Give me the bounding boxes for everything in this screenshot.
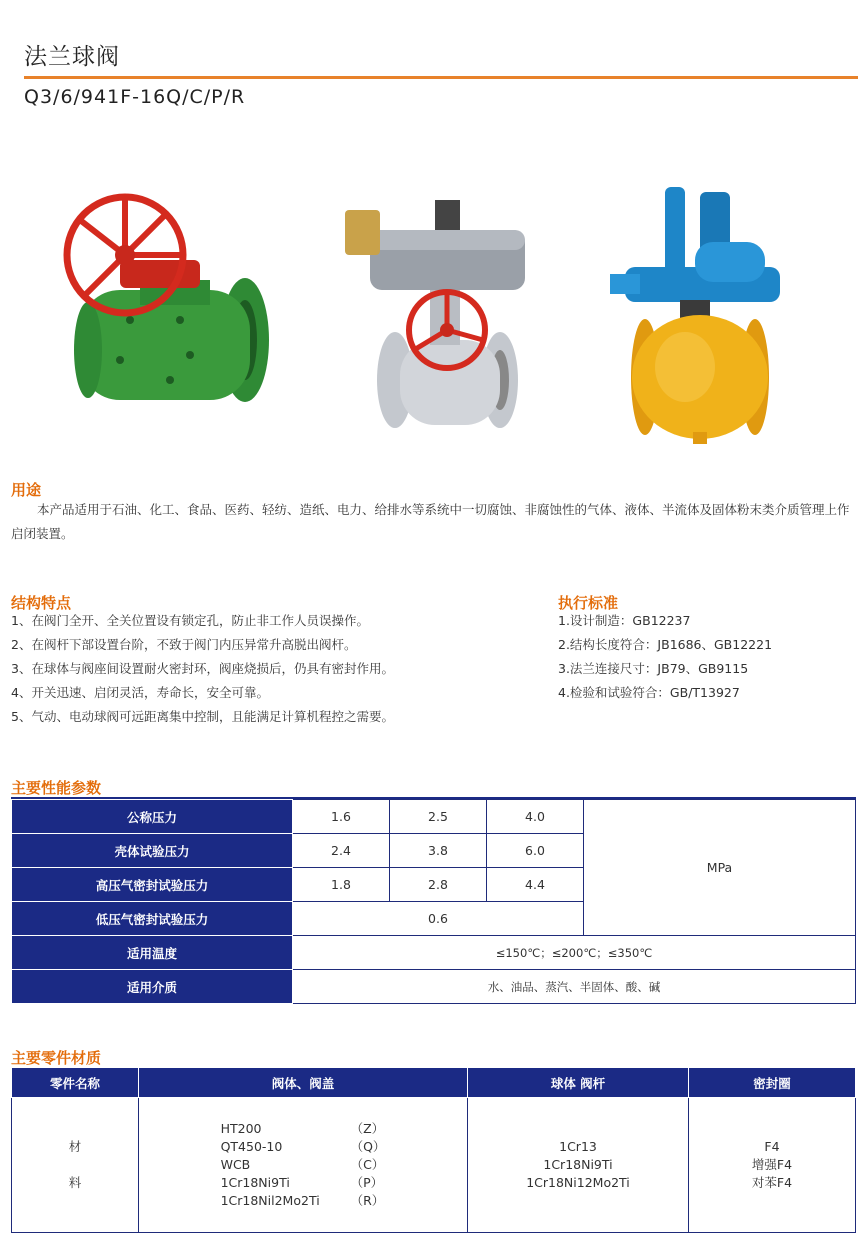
- performance-table: [11, 799, 856, 1004]
- left-flange: [74, 302, 102, 398]
- table-cell: 4.4: [487, 868, 584, 902]
- gear-operated-flanged-ball-valve: [40, 180, 280, 420]
- column-header: 球体 阀杆: [468, 1068, 689, 1098]
- table-cell: 2.4: [293, 834, 390, 868]
- title-divider: [24, 76, 858, 79]
- standards-heading: 执行标准: [558, 594, 619, 612]
- standard-item: 4.检验和试验符合：GB/T13927: [558, 685, 740, 700]
- column-header: 阀体、阀盖: [139, 1068, 468, 1098]
- features-list: [11, 609, 551, 729]
- list-item: WCB （C）: [220, 1157, 385, 1172]
- table-cell: 0.6: [293, 902, 584, 936]
- list-item: 1Cr18Ni9Ti: [543, 1157, 613, 1172]
- table-header-row: [12, 1068, 856, 1098]
- feature-item: 5、气动、电动球阀可远距离集中控制，且能满足计算机程控之需要。: [11, 709, 394, 724]
- feature-item: 2、在阀杆下部设置台阶，不致于阀门内压异常升高脱出阀杆。: [11, 637, 357, 652]
- table-cell: 水、油品、蒸汽、半固体、酸、碱: [293, 970, 856, 1004]
- table-cell: 2.8: [390, 868, 487, 902]
- table-cell: 1.6: [293, 800, 390, 834]
- ball-stem-materials-cell: [468, 1098, 689, 1233]
- seal-materials-cell: [689, 1098, 856, 1233]
- high-seal-test-label: 高压气密封试验压力: [12, 868, 293, 902]
- low-seal-test-label: 低压气密封试验压力: [12, 902, 293, 936]
- shell-test-label: 壳体试验压力: [12, 834, 293, 868]
- model-number: Q3/6/941F-16Q/C/P/R: [24, 86, 246, 108]
- row-label: 材 料: [12, 1098, 139, 1233]
- performance-heading: 主要性能参数: [11, 779, 102, 797]
- list-item: 1Cr18Nil2Mo2Ti （R）: [220, 1193, 385, 1208]
- table-cell: 3.8: [390, 834, 487, 868]
- standard-item: 2.结构长度符合：JB1686、GB12221: [558, 637, 773, 652]
- list-item: 1Cr18Ni9Ti （P）: [220, 1175, 384, 1190]
- feature-item: 1、在阀门全开、全关位置设有锁定孔，防止非工作人员误操作。: [11, 613, 369, 628]
- materials-heading: 主要零件材质: [11, 1049, 102, 1067]
- table-cell: 1.8: [293, 868, 390, 902]
- page-title: 法兰球阀: [24, 44, 120, 70]
- temperature-label: 适用温度: [12, 936, 293, 970]
- table-row: [12, 970, 856, 1004]
- solenoid-valve: [345, 210, 380, 255]
- list-item: 增强F4: [751, 1157, 793, 1172]
- list-item: HT200 （Z）: [220, 1121, 385, 1136]
- table-row: [12, 800, 856, 834]
- standard-item: 3.法兰连接尺寸：JB79、GB9115: [558, 661, 749, 676]
- table-cell: ≤150℃；≤200℃；≤350℃: [293, 936, 856, 970]
- standards-list: [558, 609, 858, 705]
- materials-table: [11, 1067, 856, 1233]
- column-header: 零件名称: [12, 1068, 139, 1098]
- column-header: 密封圈: [689, 1068, 856, 1098]
- gas-hydraulic-flanged-ball-valve: [605, 182, 785, 447]
- usage-heading: 用途: [11, 481, 42, 499]
- list-item: F4: [764, 1139, 780, 1154]
- list-item: 1Cr18Ni12Mo2Ti: [526, 1175, 630, 1190]
- list-item: 对苯F4: [751, 1175, 793, 1190]
- standard-item: 1.设计制造：GB12237: [558, 613, 691, 628]
- list-item: 1Cr13: [559, 1139, 597, 1154]
- gearbox: [120, 260, 200, 288]
- feature-item: 3、在球体与阀座间设置耐火密封环，阀座烧损后，仍具有密封作用。: [11, 661, 394, 676]
- table-cell: 6.0: [487, 834, 584, 868]
- pneumatic-flanged-ball-valve: [340, 190, 540, 435]
- table-row: [12, 936, 856, 970]
- unit-cell: MPa: [584, 800, 856, 936]
- table-cell: 2.5: [390, 800, 487, 834]
- nominal-pressure-label: 公称压力: [12, 800, 293, 834]
- list-item: QT450-10 （Q）: [220, 1139, 386, 1154]
- body-materials-cell: [139, 1098, 468, 1233]
- medium-label: 适用介质: [12, 970, 293, 1004]
- body-materials-list: [221, 1120, 386, 1210]
- usage-text: 本产品适用于石油、化工、食品、医药、轻纺、造纸、电力、给排水等系统中一切腐蚀、非腐蚀性的气体、液体、半流体及固体粉末类介质管理上作启闭装置。: [11, 502, 850, 541]
- table-cell: 4.0: [487, 800, 584, 834]
- table-row: [12, 1098, 856, 1233]
- feature-item: 4、开关迅速、启闭灵活，寿命长，安全可靠。: [11, 685, 269, 700]
- features-heading: 结构特点: [11, 594, 72, 612]
